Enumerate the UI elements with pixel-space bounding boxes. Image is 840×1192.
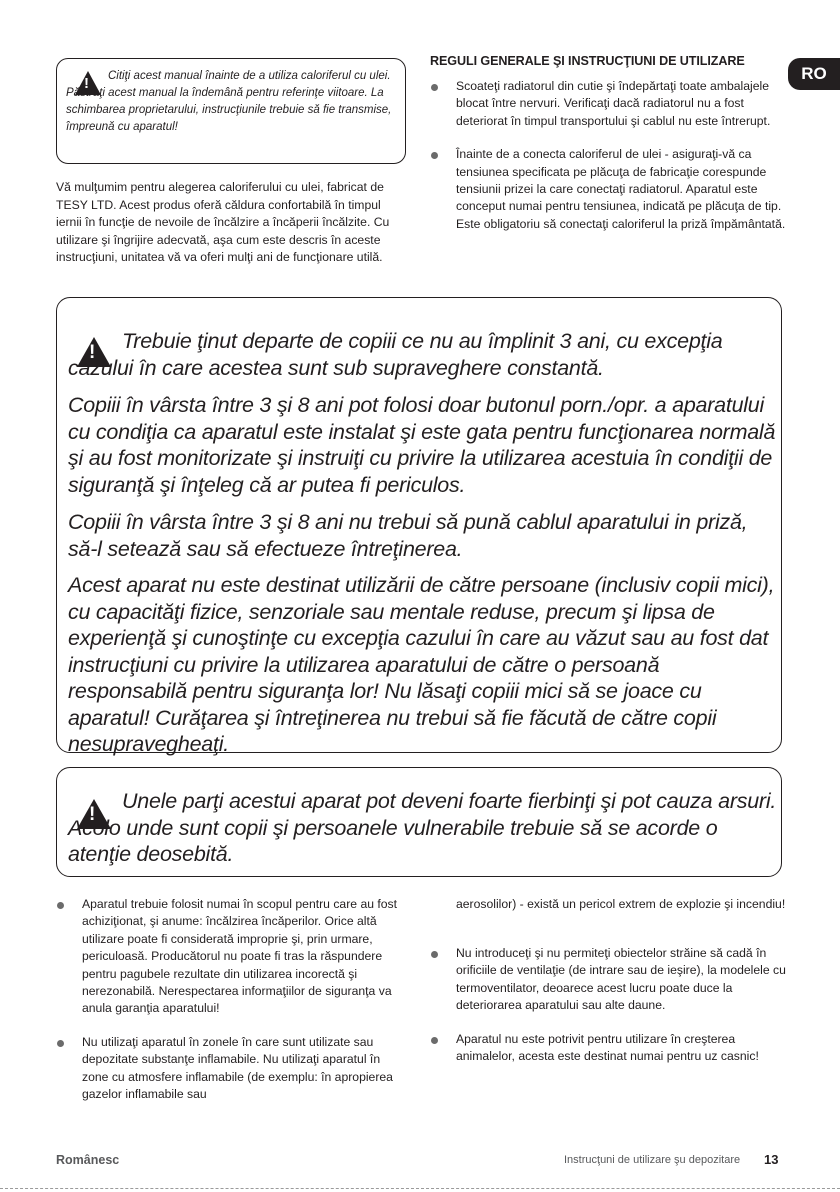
language-badge: RO <box>788 58 840 90</box>
rules-list <box>430 78 790 233</box>
hot-parts-text: Unele parţi acestui aparat pot deveni foarte fierbinţi şi pot cauza arsuri. Acolo unde sunt copii şi persoanele vulnerabile trebuie să se acorde o atenţie deosebită. <box>68 789 777 866</box>
bottom-right-list <box>430 945 786 1065</box>
list-continuation: aerosolilor) - există un pericol extrem de explozie şi incendiu! <box>456 897 786 911</box>
page-number: 13 <box>764 1152 779 1167</box>
warning-paragraph: Copiii în vârsta între 3 şi 8 ani pot folosi doar butonul porn./opr. a aparatului cu condiţia ca aparatul este instalat şi este gata pentru funcţionarea normală şi au fost monitorizate şi instruiţi cu privire la utilizarea acestuia în condiţii de siguranţă şi înţeleg că ar putea fi periculos. <box>68 393 776 497</box>
notice-text: Citiţi acest manual înainte de a utiliza caloriferul cu ulei. Păstraţi acest manual la îndemână pentru referinţe viitoare. La schimbarea proprietarului, instrucţiunile trebuie să fie transmise, împreună cu aparatul! <box>66 70 392 133</box>
list-item: Aparatul trebuie folosit numai în scopul pentru care au fost achiziţionat, şi anume: încălzirea încăperilor. Orice altă utilizare poate fi considerată improprie şi, prin urmare, periculoasă. Producătorul nu poate fi tras la răspundere pentru pagubele rezultate din utilizarea incorectă şi nerezonabilă. Nerespectarea informaţiilor de siguranţa va anula garanţia aparatului! <box>56 896 406 1018</box>
bottom-left-list <box>56 896 406 1103</box>
footer-doc-title: Instrucţuni de utilizare şu depozitare <box>564 1154 741 1166</box>
intro-paragraph: Vă mulţumim pentru alegerea caloriferului cu ulei, fabricat de TESY LTD. Acest produs oferă căldura confortabilă în timpul iernii în funcţie de nevoile de încălzire a încăperii încălzite. Cu utilizare şi îngrijire adecvată, aşa cum este descris în aceste instrucţiuni, unitatea vă va oferi mulţi ani de funcţionare utilă. <box>56 180 390 265</box>
cut-line <box>0 1188 840 1189</box>
list-item: Nu introduceţi şi nu permiteţi obiectelor străine să cadă în orificiile de ventilaţie (de intrare sau de ieşire), la modelele cu termoventilator, deoarece acest lucru poate duce la deteriorarea aparatului sau alte daune. <box>430 945 786 1015</box>
list-item: Nu utilizaţi aparatul în zonele în care sunt utilizate sau depozitate substanţe inflamabile. Nu utilizaţi aparatul în zone cu atmosfere inflamabile (de exemplu: în apropierea gazelor inflamabile sau <box>56 1034 406 1104</box>
rules-heading: REGULI GENERALE ŞI INSTRUCŢIUNI DE UTILIZARE <box>430 54 745 68</box>
list-item: Scoateţi radiatorul din cutie şi îndepărtaţi toate ambalajele blocat între nervuri. Verificaţi dacă radiatorul nu a fost deteriorat în timpul transportului şi cablul nu este întrerupt. <box>430 78 790 130</box>
warning-paragraph: Trebuie ţinut departe de copiii ce nu au împlinit 3 ani, cu excepţia cazului în care acestea sunt sub supraveghere constantă. <box>68 329 723 380</box>
list-item: Aparatul nu este potrivit pentru utilizare în creşterea animalelor, acesta este destinat numai pentru uz casnic! <box>430 1031 786 1066</box>
list-item: Înainte de a conecta caloriferul de ulei - asiguraţi-vă ca tensiunea specificata pe plăcuţa de fabricaţie corespunde tensiunii prizei la care conectaţi radiatorul. Aparatul este conceput numai pentru tensiunea, indicată pe plăcuţa de tip. Este obligatoriu să conectaţi caloriferul la priză împământată. <box>430 146 790 233</box>
warning-paragraph: Copiii în vârsta între 3 şi 8 ani nu trebui să pună cablul aparatului in priză, să-l setează sau să efectueze întreţinerea. <box>68 510 748 561</box>
warning-paragraph: Acest aparat nu este destinat utilizării de către persoane (inclusiv copii mici), cu capacităţi fizice, senzoriale sau mentale reduse, precum şi lipsa de experienţă şi cunoştinţe cu excepţia cazului în care au văzut sau au fost dat instrucţiuni cu privire la utilizarea aparatului de către o persoană responsabilă pentru siguranţa lor! Nu lăsaţi copiii mici să se joace cu aparatul! Curăţarea şi întreţinerea nu trebui să fie făcută de către copii nesupravegheaţi. <box>68 573 775 756</box>
footer-language: Românesc <box>56 1153 120 1167</box>
